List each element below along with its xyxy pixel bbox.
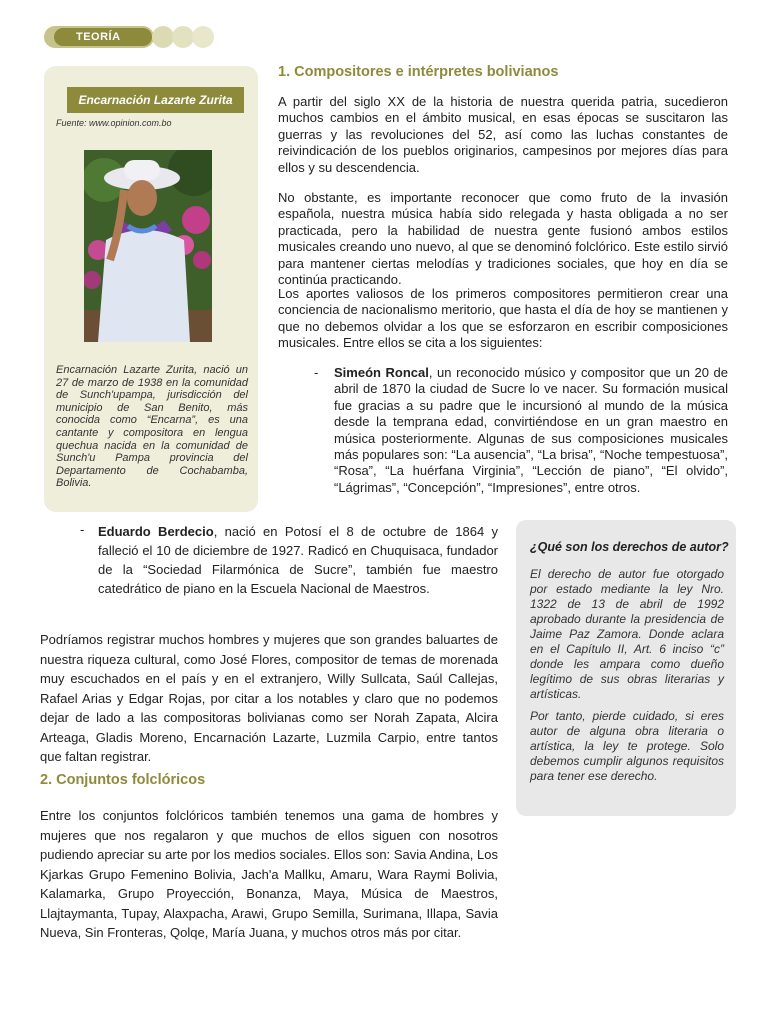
photo-caption: Encarnación Lazarte Zurita xyxy=(67,87,244,113)
paragraph: No obstante, es importante reconocer que como fruto de la invasión española, nuestra música había sido relegada y hasta obligada a no ser practicada, pero la habilidad de nuestra gente fusionó ambos estilos musicales creando uno nuevo, al que se denominó folclórico. Este estilo sirvió para mantener ciertas melodías y tradiciones sociales, que hoy en día se continúa practicando. xyxy=(278,190,728,288)
composer-name: Eduardo Berdecio xyxy=(98,524,214,539)
decorative-dot xyxy=(172,26,194,48)
section-heading: 2. Conjuntos folclóricos xyxy=(40,772,206,788)
section-heading: 1. Compositores e intérpretes bolivianos xyxy=(278,64,559,80)
list-item xyxy=(98,522,498,598)
section-tab xyxy=(44,26,154,48)
list-bullet: - xyxy=(314,365,319,380)
info-box-text: El derecho de autor fue otorgado por estado mediante la ley Nro. 1322 de 13 de abril de 1992 aprobado durante la presidencia de Jaime Paz Zamora. Donde aclara en el Capítulo II, Art. 6 inciso “c” donde les ampara como dueño legítimo de sus obras literarias y artísticas. xyxy=(530,567,724,701)
info-box-title: ¿Qué son los derechos de autor? xyxy=(530,540,729,554)
photo-source: Fuente: www.opinion.com.bo xyxy=(56,118,172,128)
paragraph: Podríamos registrar muchos hombres y mujeres que son grandes baluartes de nuestra riqueza cultural, como José Flores, compositor de temas de morenada muy escuchados en el país y en el extranjero, Willy Sullcata, Saúl Callejas, Rafael Arias y Edgar Rojas, por citar a los notables y claro que no podemos dejar de lado a las compositoras bolivianas como ser Norah Zapata, Alcira Arteaga, Gladis Moreno, Encarnación Lazarte, Luzmila Carpio, entre tantos que faltan registrar. xyxy=(40,632,498,764)
paragraph: Entre los conjuntos folclóricos también tenemos una gama de hombres y mujeres que nos regalaron y que muchos de ellos siguen con nosotros pudiendo apreciar su arte por los medios sociales. Ellos son: Savia Andina, Los Kjarkas Grupo Femenino Bolivia, Jach'a Mallku, Amaru, Wara Raymi Bolivia, Kalamarka, Grupo Proyección, Bonanza, Maya, Música de Maestros, Llajtaymanta, Tupay, Alaxpacha, Arawi, Grupo Semilla, Surimana, Illapa, Savia Nueva, Sin Fronteras, Qolqe, María Juana, y muchos otros más por citar. xyxy=(40,808,498,940)
paragraph: Los aportes valiosos de los primeros compositores permitieron crear una conciencia de nacionalismo meritorio, que hasta el día de hoy se mantienen y que no debemos olvidar a los que se esforzaron en escribir composiciones musicales. Entre ellos se cita a los siguientes: xyxy=(278,286,728,351)
composer-description: , nació en Potosí el 8 de octubre de 1864 y falleció el 10 de diciembre de 1927. Radicó en Chuquisaca, fundador de la “Sociedad Filarmónica de Sucre”, también fue maestro catedrático de piano en la Escuela Nacional de Maestros. xyxy=(98,524,499,596)
list-bullet: - xyxy=(80,522,85,537)
composer-name: Simeón Roncal xyxy=(334,365,429,380)
section-tab-label: TEORÍA xyxy=(54,28,152,46)
info-box-text: Por tanto, pierde cuidado, si eres autor de alguna obra literaria o artística, la ley te protege. Solo debemos cumplir algunos requisitos para tener ese derecho. xyxy=(530,709,724,783)
decorative-dot xyxy=(152,26,174,48)
portrait-photo xyxy=(84,150,212,342)
list-item xyxy=(334,365,728,496)
decorative-dot xyxy=(192,26,214,48)
biography-text: Encarnación Lazarte Zurita, nació un 27 de marzo de 1938 en la comunidad de Sunch'upampa, jurisdicción del municipio de San Benito, más conocida como “Encarna”, es una cantante y compositora en lengua quechua nacida en la comunidad de Sunch'u Pampa provincia del Departamento de Cochabamba, Bolivia. xyxy=(56,364,248,490)
paragraph: A partir del siglo XX de la historia de nuestra querida patria, sucedieron muchos cambios en el ámbito musical, en esas épocas se suscitaron las guerras y las revoluciones del 52, así como las luchas constantes de reivindicación de los pueblos originarios, campesinos por mejores días para ellos y su descendencia. xyxy=(278,94,728,175)
composer-description: , un reconocido músico y compositor que un 20 de abril de 1870 la ciudad de Sucre lo ve nacer. Su formación musical fue gracias a su padre que le incursionó al mundo de la música desde la temprana edad, convirtiéndose en un gran maestro en música posteriormente. Algunas de sus composiciones musicales más populares son: “La ausencia”, “La brisa”, “Noche tempestuosa”, “Rosa”, “La huérfana Virginia”, “Lección de piano”, “El olvido”, “Lágrimas”, “Concepción”, “Impresiones”, entre otros. xyxy=(334,365,728,495)
